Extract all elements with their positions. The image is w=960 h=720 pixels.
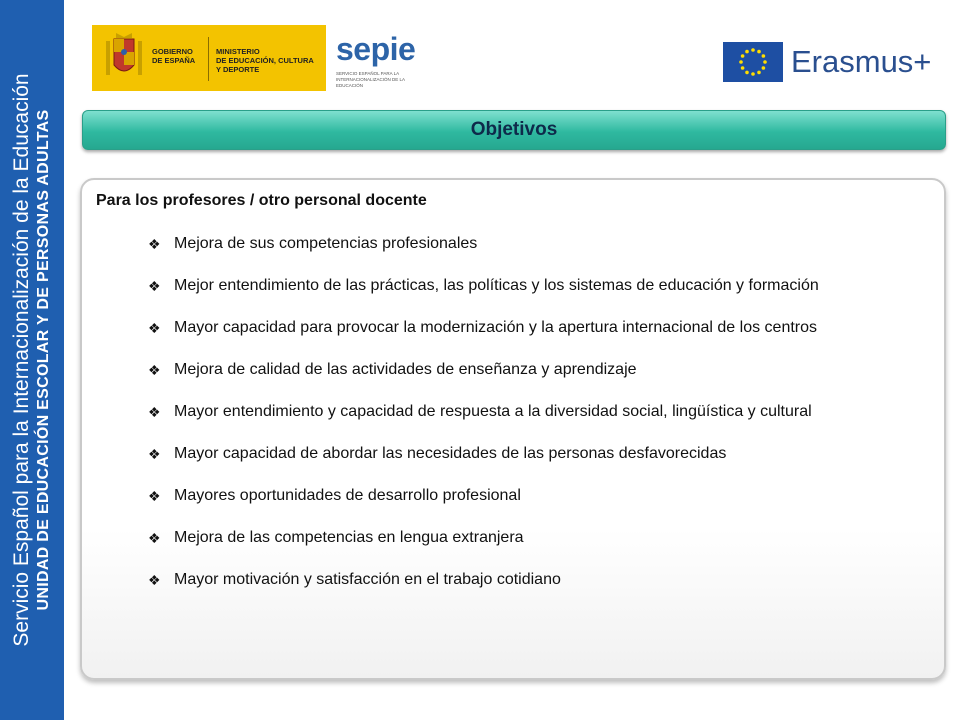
- logo-divider: [208, 37, 209, 81]
- side-banner: [0, 0, 64, 720]
- diamond-bullet-icon: ❖: [148, 362, 161, 378]
- section-title: Para los profesores / otro personal docente: [96, 192, 427, 209]
- ministry-line-2: DE EDUCACIÓN, CULTURA: [216, 56, 314, 65]
- list-item-text: Mejor entendimiento de las prácticas, las políticas y los sistemas de educación y formación: [174, 277, 819, 294]
- list-item: [146, 358, 928, 382]
- sepie-caption-line-1: SERVICIO ESPAÑOL PARA LA: [336, 71, 400, 76]
- gov-line-2: DE ESPAÑA: [152, 56, 196, 65]
- list-item: [146, 442, 928, 466]
- list-item: [146, 526, 928, 550]
- objectives-list: [146, 232, 928, 610]
- diamond-bullet-icon: ❖: [148, 446, 161, 462]
- government-logo: [92, 25, 432, 91]
- list-item-text: Mejora de calidad de las actividades de enseñanza y aprendizaje: [174, 361, 637, 378]
- list-item-text: Mejora de sus competencias profesionales: [174, 235, 478, 252]
- government-logo-block: [92, 25, 326, 91]
- erasmus-logo: [723, 42, 932, 84]
- gov-line-1: GOBIERNO: [152, 47, 193, 56]
- list-item-text: Mayores oportunidades de desarrollo profesional: [174, 487, 521, 504]
- diamond-bullet-icon: ❖: [148, 488, 161, 504]
- ministry-line-1: MINISTERIO: [216, 47, 260, 56]
- diamond-bullet-icon: ❖: [148, 278, 161, 294]
- diamond-bullet-icon: ❖: [148, 572, 161, 588]
- list-item-text: Mayor capacidad de abordar las necesidades de las personas desfavorecidas: [174, 445, 727, 462]
- objectives-header-bar: [82, 110, 946, 150]
- sepie-caption: [336, 71, 430, 89]
- list-item-text: Mejora de las competencias en lengua extranjera: [174, 529, 524, 546]
- ministry-name: [216, 47, 314, 74]
- sepie-wordmark: sepie: [336, 31, 416, 67]
- side-banner-subtitle: UNIDAD DE EDUCACIÓN ESCOLAR Y DE PERSONAS ADULTAS: [35, 109, 52, 611]
- eu-flag-icon: [723, 42, 783, 82]
- sepie-logo: [326, 25, 432, 91]
- erasmus-wordmark: Erasmus+: [791, 44, 932, 79]
- page-title: Objetivos: [470, 119, 558, 140]
- list-item-text: Mayor capacidad para provocar la modernización y la apertura internacional de los centros: [174, 319, 818, 336]
- list-item-text: Mayor entendimiento y capacidad de respuesta a la diversidad social, lingüística y cultural: [174, 403, 812, 420]
- list-item: [146, 274, 928, 298]
- list-item: [146, 568, 928, 592]
- list-item-text: Mayor motivación y satisfacción en el trabajo cotidiano: [174, 571, 561, 588]
- list-item: [146, 316, 928, 340]
- side-banner-title: Servicio Español para la Internacionalización de la Educación: [10, 73, 33, 647]
- list-item: [146, 484, 928, 508]
- diamond-bullet-icon: ❖: [148, 404, 161, 420]
- side-banner-text: [10, 0, 54, 720]
- ministry-line-3: Y DEPORTE: [216, 65, 260, 74]
- government-name: [152, 47, 195, 65]
- sepie-caption-line-2: INTERNACIONALIZACIÓN DE LA EDUCACIÓN: [336, 77, 405, 88]
- list-item: [146, 400, 928, 424]
- diamond-bullet-icon: ❖: [148, 236, 161, 252]
- coat-of-arms-icon: [102, 31, 146, 85]
- diamond-bullet-icon: ❖: [148, 320, 161, 336]
- diamond-bullet-icon: ❖: [148, 530, 161, 546]
- list-item: [146, 232, 928, 256]
- objectives-content-box: [80, 178, 946, 680]
